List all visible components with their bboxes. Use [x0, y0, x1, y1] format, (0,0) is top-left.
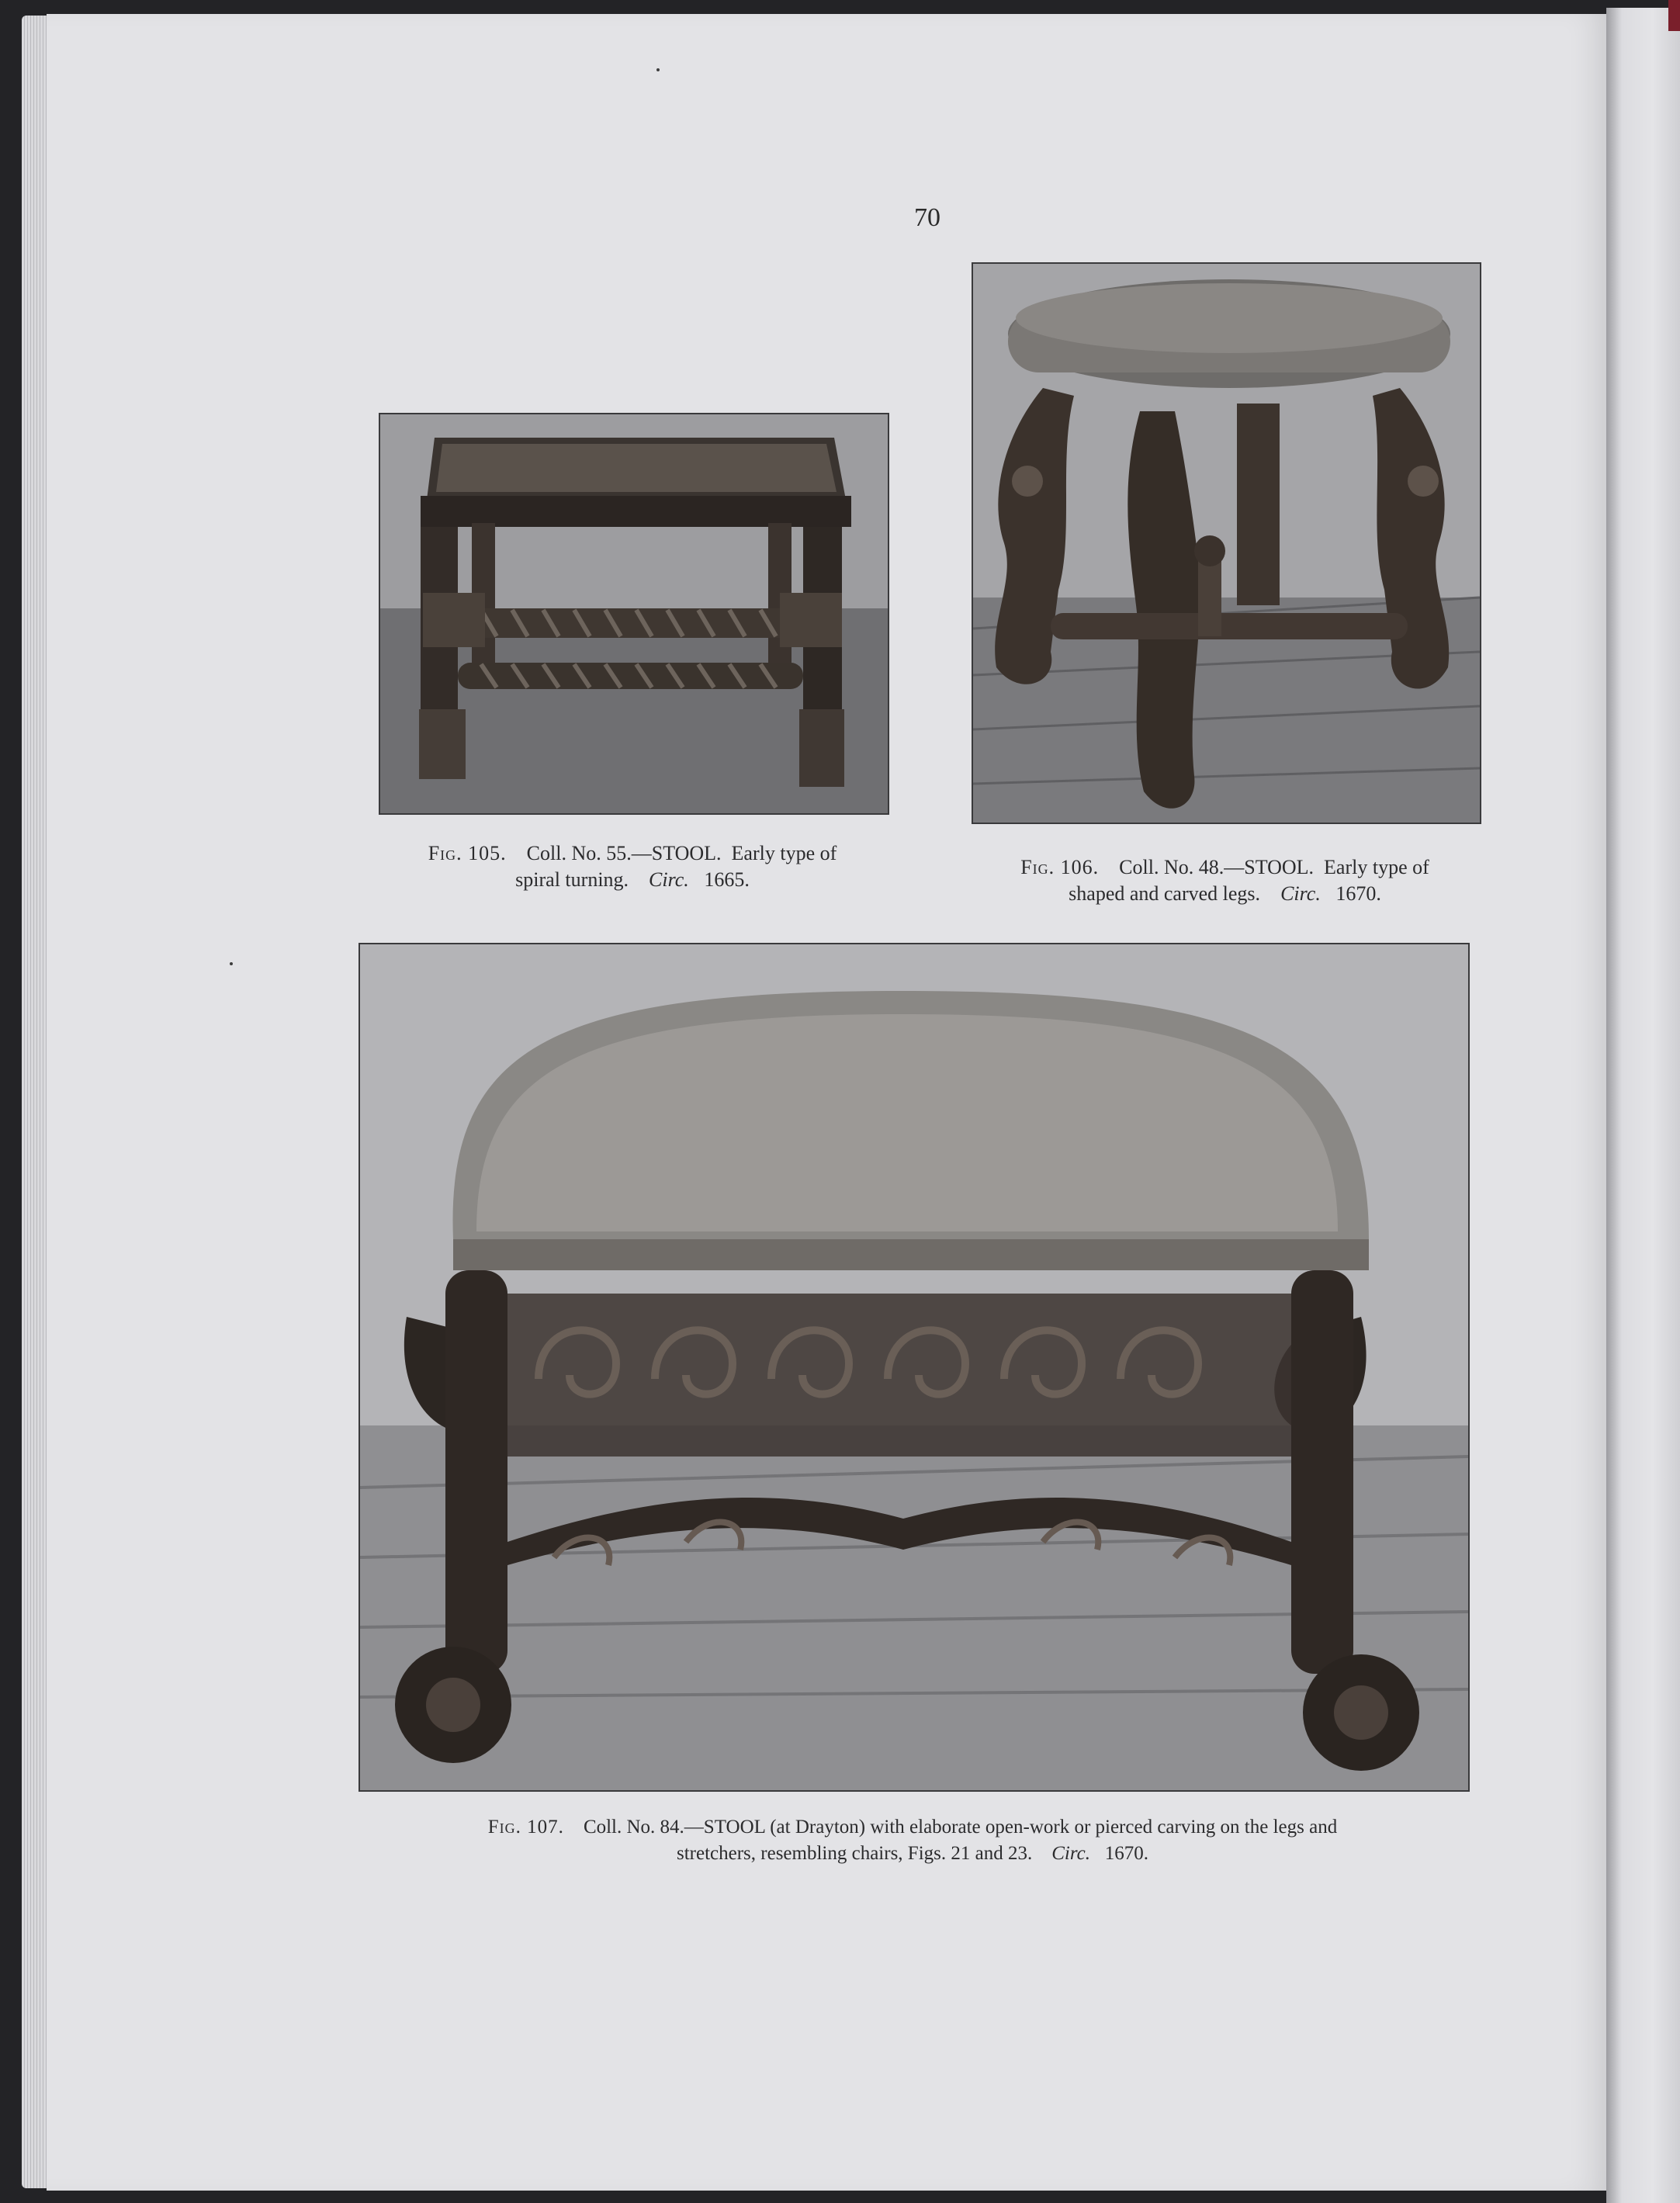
- caption-text: stretchers, resembling chairs, Figs. 21 and 23.: [676, 1843, 1033, 1864]
- circa-year: 1670.: [1104, 1843, 1149, 1864]
- figure-107-photo: [359, 943, 1470, 1792]
- figure-label: Fig. 106.: [1020, 856, 1100, 878]
- caption-line: [359, 1814, 1467, 1841]
- figure-106-photo: [972, 262, 1481, 824]
- figure-105-photo: [379, 413, 889, 815]
- circa-year: 1665.: [704, 868, 750, 891]
- figure-107-caption: [359, 1814, 1467, 1867]
- facing-page-edge: [1606, 8, 1680, 2203]
- circa-year: 1670.: [1335, 882, 1381, 905]
- caption-line: [972, 881, 1478, 907]
- circa-label: Circ.: [649, 868, 689, 891]
- page-number: 70: [914, 203, 940, 232]
- binding-edge: [1668, 0, 1680, 31]
- figure-105-caption: [379, 840, 886, 893]
- stool-carved-illustration: [973, 264, 1480, 823]
- stool-spiral-illustration: [380, 414, 888, 813]
- speck: [656, 68, 660, 71]
- caption-line: [972, 854, 1478, 881]
- caption-line: [359, 1841, 1467, 1867]
- figure-label: Fig. 105.: [428, 842, 507, 864]
- speck: [230, 962, 233, 965]
- caption-text: Coll. No. 48.—STOOL. Early type of: [1119, 856, 1429, 878]
- caption-line: [379, 867, 886, 893]
- caption-text: shaped and carved legs.: [1069, 882, 1261, 905]
- caption-text: spiral turning.: [515, 868, 629, 891]
- figure-106-caption: [972, 854, 1478, 907]
- figure-label: Fig. 107.: [487, 1817, 564, 1838]
- caption-text: Coll. No. 84.—STOOL (at Drayton) with elaborate open-work or pierced carving on the legs and: [583, 1817, 1338, 1838]
- caption-text: Coll. No. 55.—STOOL. Early type of: [526, 842, 837, 864]
- circa-label: Circ.: [1280, 882, 1321, 905]
- stool-pierced-illustration: [360, 944, 1468, 1790]
- caption-line: [379, 840, 886, 867]
- circa-label: Circ.: [1051, 1843, 1091, 1864]
